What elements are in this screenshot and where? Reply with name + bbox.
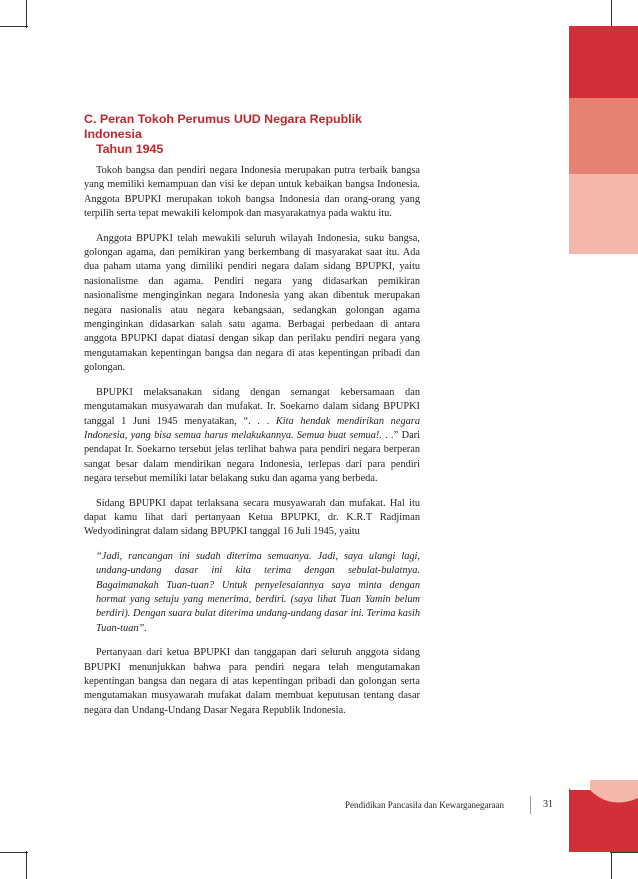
section-heading-line1: C. Peran Tokoh Perumus UUD Negara Republik Indonesia	[84, 112, 362, 141]
side-bar-red	[569, 26, 638, 98]
crop-mark-top-left-h	[0, 26, 28, 27]
page-content	[84, 112, 420, 728]
paragraph-4: Sidang BPUPKI dapat terlaksana secara musyawarah dan mufakat. Hal itu dapat kamu lihat dari pertanyaan Ketua BPUPKI, dr. K.R.T Radjiman Wedyodiningrat dalam sidang BPUPKI tanggal 16 Juli 1945, yaitu	[84, 497, 420, 538]
crop-mark-bottom-left-v	[26, 851, 27, 879]
paragraph-3-part1: BPUPKI melaksanakan sidang dengan semangat kebersamaan dan mengutamakan musyawarah dan mufakat. Ir. Soekarno dalam sidang BPUPKI tanggal 1 Juni 1945 menyatakan, “. . .	[84, 386, 420, 427]
side-bar-light	[569, 174, 638, 254]
crop-mark-bottom-left-h	[0, 852, 28, 853]
crop-mark-bottom-right-h	[610, 852, 638, 853]
paragraph-3	[84, 386, 420, 487]
footer-book-title: Pendidikan Pancasila dan Kewarganegaraan	[345, 800, 505, 810]
side-bar-swoosh	[530, 780, 638, 852]
paragraph-3-italic: Kita hendak mendirikan negara Indonesia, yang bisa semua harus melakukannya. Semua buat semua!. . .	[84, 415, 420, 441]
side-bar-mid	[569, 98, 638, 174]
crop-mark-top-left-v	[26, 0, 27, 28]
paragraph-3-part2: ” Dari pendapat Ir. Soekarno tersebut jelas terlihat bahwa para pendiri negara berperan sangat besar dalam mendirikan negara Indonesia, terlepas dari para pendiri negara tersebut memiliki latar belakang suku dan agama yang berbeda.	[84, 429, 420, 485]
footer-separator	[530, 796, 531, 814]
crop-mark-bottom-right-v	[611, 851, 612, 879]
paragraph-2: Anggota BPUPKI telah mewakili seluruh wilayah Indonesia, suku bangsa, golongan agama, dan pemikiran yang berkembang di masyarakat saat itu. Ada dua paham utama yang dimiliki pendiri negara dalam sidang BPUPKI, yaitu nasionalisme dan agama. Pendiri negara yang didasarkan pemikiran nasionalisme menginginkan negara Indonesia yang akan dibentuk merupakan negara nasionalis atau negara kebangsaan, sedangkan golongan agama menginginkan didasarkan salah satu agama. Berbagai perbedaan di antara anggota BPUPKI dapat diatasi dengan sikap dan perilaku pendiri negara yang mengutamakan kepentingan bangsa dan negara di atas kepentingan pribadi dan golongan.	[84, 232, 420, 374]
paragraph-5: Pertanyaan dari ketua BPUPKI dan tanggapan dari seluruh anggota sidang BPUPKI menunjukkan bahwa para pendiri negara telah mengutamakan kepentingan bangsa dan negara di atas kepentingan pribadi dan golongan serta mengutamakan musyawarah mufakat dalam membuat keputusan tentang dasar negara dan Undang-Undang Dasar Negara Republik Indonesia.	[84, 647, 420, 716]
crop-mark-top-right-v	[611, 0, 612, 28]
section-heading-line2: Tahun 1945	[96, 142, 164, 156]
paragraph-1: Tokoh bangsa dan pendiri negara Indonesia merupakan putra terbaik bangsa yang memiliki kemampuan dan visi ke depan untuk kebaikan bangsa Indonesia. Anggota BPUPKI merupakan tokoh bangsa Indonesia dan orang-orang yang terpilih serta tepat mewakili kelompok dan masyarakatnya pada waktu itu.	[84, 165, 420, 220]
block-quote: “Jadi, rancangan ini sudah diterima semuanya. Jadi, saya ulangi lagi, undang-undang dasar ini kita terima dengan sebulat-bulatnya. Bagaimanakah Tuan-tuan? Untuk penyelesaiannya saya minta dengan hormat yang setuju yang menerima, berdiri. (saya lihat Tuan Yamin belum berdiri). Dengan suara bulat diterima undang-undang dasar ini. Terima kasih Tuan-tuan”.	[96, 550, 420, 634]
page-number: 31	[543, 799, 553, 810]
section-heading	[84, 112, 420, 157]
